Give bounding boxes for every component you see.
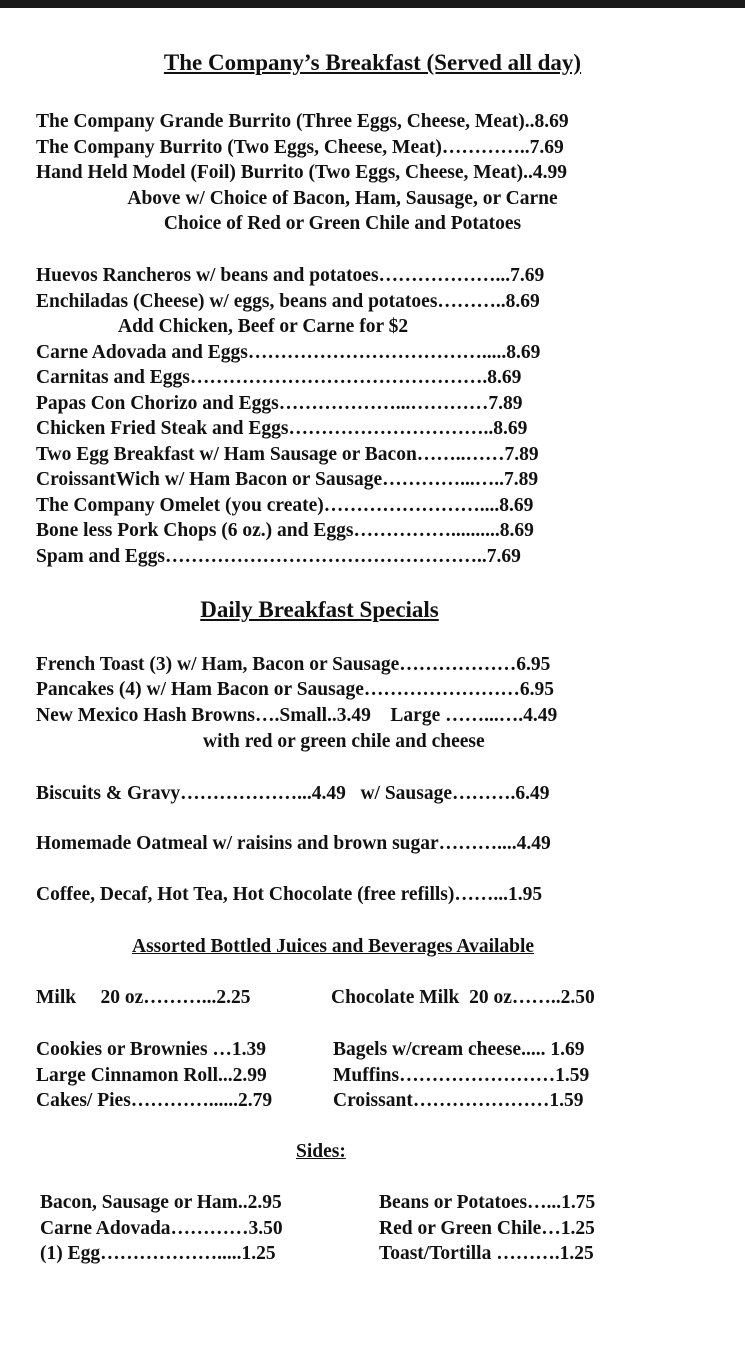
menu-item: Homemade Oatmeal w/ raisins and brown sugar………....4.49: [36, 833, 551, 854]
menu-item: Biscuits & Gravy………………...4.49 w/ Sausage……….6.49: [36, 783, 550, 804]
menu-item: Muffins……………………1.59: [333, 1065, 590, 1086]
menu-item: Bagels w/cream cheese..... 1.69: [333, 1039, 585, 1060]
breakfast-title: The Company’s Breakfast (Served all day): [163, 50, 582, 75]
menu-item: Enchiladas (Cheese) w/ eggs, beans and potatoes………..8.69: [36, 291, 540, 312]
menu-note: Add Chicken, Beef or Carne for $2: [118, 316, 409, 337]
menu-item: Carne Adovada…………3.50: [40, 1218, 283, 1239]
menu-item: The Company Omelet (you create)……………………....8.69: [36, 495, 534, 516]
menu-item: Croissant…………………1.59: [333, 1090, 584, 1111]
menu-item: Hand Held Model (Foil) Burrito (Two Eggs, Cheese, Meat)..4.99: [36, 162, 567, 183]
menu-item: Coffee, Decaf, Hot Tea, Hot Chocolate (free refills)……...1.95: [36, 884, 543, 905]
menu-item: Carnitas and Eggs……………………………………….8.69: [36, 367, 522, 388]
menu-item: Bone less Pork Chops (6 oz.) and Eggs……………..........8.69: [36, 520, 534, 541]
menu-item: Spam and Eggs…………………………………………..7.69: [36, 546, 521, 567]
menu-item: Carne Adovada and Eggs……………………………….....8.69: [36, 342, 541, 363]
menu-item: Red or Green Chile…1.25: [379, 1218, 595, 1239]
menu-item: Toast/Tortilla ……….1.25: [379, 1243, 594, 1264]
specials-title: Daily Breakfast Specials: [200, 597, 439, 622]
menu-item: New Mexico Hash Browns….Small..3.49 Large ……...….4.49: [36, 705, 558, 726]
menu-item: Beans or Potatoes…...1.75: [379, 1192, 596, 1213]
menu-item: Large Cinnamon Roll...2.99: [36, 1065, 267, 1086]
menu-item: Cookies or Brownies …1.39: [36, 1039, 267, 1060]
menu-note: with red or green chile and cheese: [203, 731, 485, 752]
menu-item: Papas Con Chorizo and Eggs………………...…………7.89: [36, 393, 523, 414]
menu-item: Chicken Fried Steak and Eggs…………………………..8.69: [36, 418, 528, 439]
menu-item: The Company Burrito (Two Eggs, Cheese, Meat)…………..7.69: [36, 137, 564, 158]
top-bar: [0, 0, 745, 8]
menu-item: CroissantWich w/ Ham Bacon or Sausage…………...…..7.89: [36, 469, 539, 490]
menu-item: Bacon, Sausage or Ham..2.95: [40, 1192, 282, 1213]
beverages-title: Assorted Bottled Juices and Beverages Available: [132, 936, 535, 957]
menu-item: Chocolate Milk 20 oz……..2.50: [331, 987, 595, 1008]
menu-item: (1) Egg……………….....1.25: [40, 1243, 276, 1264]
menu-note: Above w/ Choice of Bacon, Ham, Sausage, or Carne: [127, 188, 558, 209]
menu-item: French Toast (3) w/ Ham, Bacon or Sausage………………6.95: [36, 654, 551, 675]
menu-item: Pancakes (4) w/ Ham Bacon or Sausage……………………6.95: [36, 679, 555, 700]
menu-item: Cakes/ Pies…………......2.79: [36, 1090, 273, 1111]
menu-item: Milk 20 oz………...2.25: [36, 987, 251, 1008]
menu-item: Huevos Rancheros w/ beans and potatoes………………...7.69: [36, 265, 545, 286]
menu-item: Two Egg Breakfast w/ Ham Sausage or Bacon……..……7.89: [36, 444, 539, 465]
menu-note: Choice of Red or Green Chile and Potatoes: [163, 213, 522, 234]
sides-title: Sides:: [296, 1141, 346, 1162]
menu-item: The Company Grande Burrito (Three Eggs, Cheese, Meat)..8.69: [36, 111, 569, 132]
